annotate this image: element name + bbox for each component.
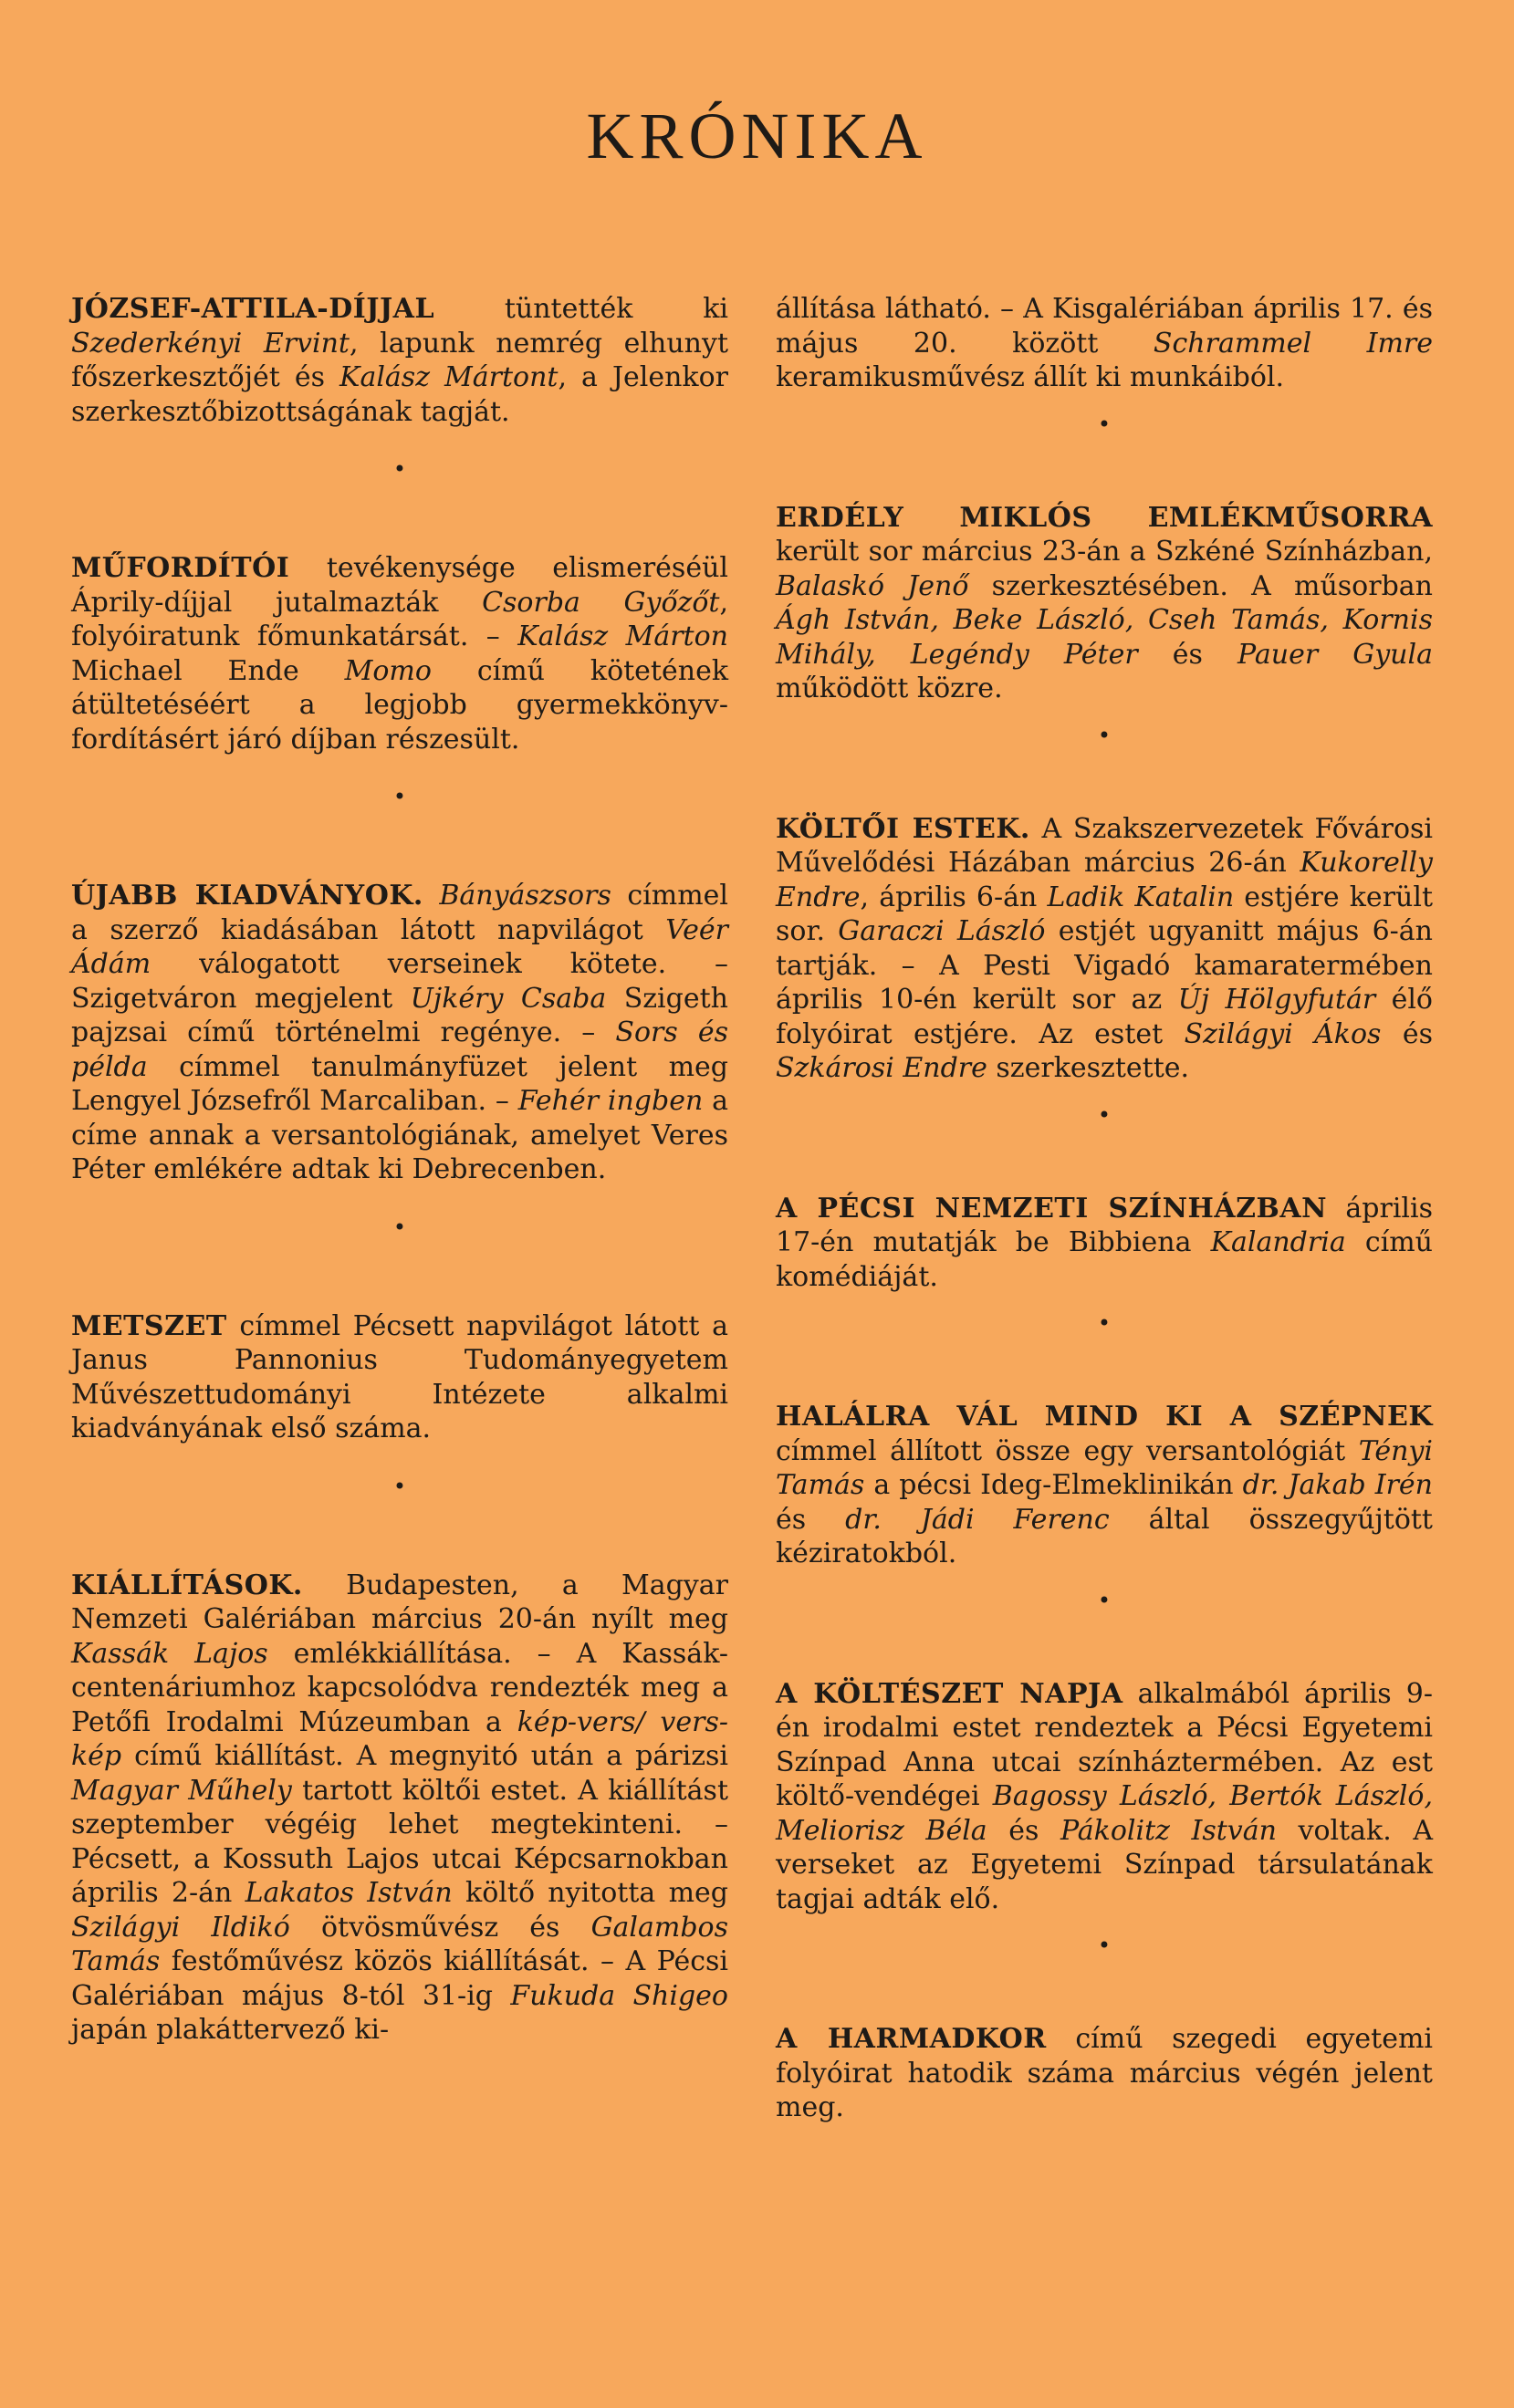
right-column — [776, 292, 1433, 2125]
news-item-text: által összegyűjtött kéziratokból. — [776, 1503, 1433, 1569]
news-item-text: emlékkiállítása. – A Kassák-centenáriumhoz kapcsolódva rendezték meg a Petőfi Irodalmi Múzeumban a — [71, 1637, 728, 1738]
news-item-name: Galambos Tamás — [71, 1911, 729, 1977]
news-item-name: Csorba Győzőt — [482, 586, 720, 619]
news-item-text: a pécsi Ideg-Elmeklinikán — [864, 1469, 1243, 1501]
news-item-name: Új Hölgyfutár — [1177, 984, 1376, 1016]
news-item-name: Szederkényi Ervint — [71, 327, 350, 360]
news-item-name: Ágh István, Beke László, Cseh Tamás, Kornis Mihály, Legéndy Péter — [776, 604, 1433, 671]
news-item-name: Kassák Lajos — [71, 1637, 268, 1670]
news-item-name: kép-vers/ vers-kép — [71, 1705, 728, 1772]
news-item — [71, 1569, 728, 2048]
section-separator: • — [1097, 1101, 1112, 1128]
news-item-text: került sor március 23-án a Szkéné Színházban, — [776, 536, 1433, 568]
news-item-text: válogatott verseinek kötete. – Szigetváron megjelent — [71, 948, 728, 1015]
news-item-text: címmel Pécsett napvilágot látott a Janus Pannonius Tudományegyetem Művészettudományi Intézete alkalmi kiadványának első száma. — [71, 1309, 728, 1444]
news-item-lead: ÚJABB KIADVÁNYOK. — [71, 880, 423, 912]
news-item-text: Budapesten, a Magyar Nemzeti Galériában március 20-án nyílt meg — [71, 1569, 728, 1635]
news-item-text: A Szakszervezetek Fővárosi Művelődési Házában március 26-án — [776, 812, 1433, 879]
news-item — [71, 551, 728, 756]
news-item-lead: A KÖLTÉSZET NAPJA — [776, 1677, 1123, 1710]
news-item-text: , folyóiratunk főmunkatársát. – — [71, 586, 729, 652]
section-separator: • — [392, 784, 407, 809]
news-item-text: , április 6-án — [860, 881, 1048, 913]
news-item-name: Ladik Katalin — [1047, 881, 1235, 913]
news-item — [776, 1400, 1433, 1571]
section-separator: • — [1097, 411, 1112, 437]
news-item — [776, 1677, 1433, 1917]
news-item-text: szerkesztette. — [987, 1052, 1190, 1084]
page-title: KRÓNIKA — [586, 99, 928, 172]
news-item-text: költő nyitotta meg — [452, 1877, 728, 1909]
news-item-name: Pauer Gyula — [1237, 638, 1433, 671]
news-item-text: tüntették ki — [434, 293, 728, 325]
news-item-text: voltak. A verseket az Egyetemi Színpad társulatának tagjai adták elő. — [776, 1814, 1433, 1915]
news-item-text: és — [776, 1503, 846, 1536]
news-item-name: Pákolitz István — [1060, 1814, 1277, 1847]
news-item-name: Momo — [344, 654, 432, 687]
news-item-text: és — [987, 1814, 1060, 1847]
news-item-name: Ujkéry Csaba — [410, 982, 607, 1015]
news-item-lead: KÖLTŐI ESTEK. — [776, 812, 1030, 845]
news-item-text: és — [1381, 1017, 1433, 1050]
section-separator: • — [392, 1473, 407, 1499]
left-column — [71, 292, 728, 2048]
news-item-name: Tényi Tamás — [776, 1434, 1433, 1501]
news-item-text: címmel tanulmányfüzet jelent meg Lengyel Józsefről Marcaliban. – — [71, 1050, 728, 1117]
news-item-name: dr. Jádi Ferenc — [845, 1503, 1110, 1536]
news-item-name: Kukorelly Endre — [776, 847, 1433, 913]
section-separator: • — [392, 456, 407, 482]
news-item-text: április 17-én mutatják be Bibbiena — [776, 1192, 1433, 1258]
news-item-lead: ERDÉLY MIKLÓS EMLÉKMŰSORRA — [776, 501, 1433, 534]
news-item-name: Lakatos István — [245, 1877, 453, 1909]
news-item-text: állítása látható. – A Kisgalériában április 17. és május 20. között — [776, 293, 1433, 360]
section-separator: • — [1097, 1933, 1112, 1958]
news-item-name: Bányászsors — [439, 880, 611, 912]
news-item — [776, 292, 1433, 395]
news-item-text: címmel állított össze egy versantológiát — [776, 1434, 1359, 1467]
news-item-name: Veér Ádám — [71, 913, 728, 980]
news-item-lead: KIÁLLÍTÁSOK. — [71, 1569, 303, 1601]
news-item-text: keramikusművész állít ki munkáiból. — [776, 361, 1285, 393]
news-item-lead: METSZET — [71, 1309, 227, 1342]
news-item-name: Szilágyi Ákos — [1184, 1017, 1382, 1050]
news-item-name: Szkárosi Endre — [776, 1052, 987, 1084]
section-separator: • — [1097, 1310, 1112, 1336]
news-item-name: Szilágyi Ildikó — [71, 1911, 290, 1944]
news-item-text: című komédiáját. — [776, 1226, 1433, 1293]
news-item-text: Michael Ende — [71, 654, 345, 687]
news-item-name: Fukuda Shigeo — [510, 1979, 728, 2012]
news-item-name: Fehér ingben — [517, 1085, 704, 1117]
news-item-text: címmel a szerző kiadásában látott napvilágot — [71, 880, 728, 946]
news-item-text: a címe annak a versantológiának, amelyet Veres Péter emlékére adtak ki Debrecenben. — [71, 1085, 729, 1185]
news-item — [776, 1192, 1433, 1295]
news-item — [71, 292, 728, 429]
news-item-name: Schrammel Imre — [1153, 327, 1434, 360]
news-item-lead: A HARMADKOR — [776, 2023, 1047, 2055]
news-item — [776, 2022, 1433, 2125]
news-item-name: Magyar Műhely — [71, 1774, 292, 1807]
news-item-lead: JÓZSEF-ATTILA-DÍJJAL — [71, 293, 435, 325]
news-item-text: élő folyóirat estjére. Az estet — [776, 984, 1433, 1050]
news-item-name: Kalász Mártont — [339, 361, 559, 393]
section-separator: • — [392, 1214, 407, 1240]
news-item-text: ötvösművész és — [289, 1911, 591, 1944]
news-item — [776, 812, 1433, 1086]
news-item-name: Kalandria — [1210, 1226, 1346, 1258]
news-item-text: című kötetének átültetéséért a legjobb gyermekkönyv-fordításért járó díjban részesült. — [71, 654, 728, 756]
section-separator: • — [1097, 722, 1112, 748]
news-item-lead: A PÉCSI NEMZETI SZÍNHÁZBAN — [776, 1192, 1328, 1225]
news-item-text: festőművész közös kiállítását. – A Pécsi Galériában május 8-tól 31-ig — [71, 1945, 728, 2012]
news-item-text: tevékenysége elismeréséül Áprily-díjjal jutalmazták — [71, 552, 728, 619]
news-item-lead: HALÁLRA VÁL MIND KI A SZÉPNEK — [776, 1401, 1433, 1433]
news-item-text: estjét ugyanitt május 6-án tartják. – A Pesti Vigadó kamaratermében április 10-én került sor az — [776, 915, 1433, 1016]
news-item-text: japán plakáttervező ki- — [71, 2014, 390, 2046]
news-item-name: Kalász Márton — [517, 620, 728, 652]
news-item-name: Garaczi László — [838, 915, 1046, 947]
news-item-text: tartott költői estet. A kiállítást szeptember végéig lehet megtekinteni. – Pécsett, a Kossuth Lajos utcai Képcsarnokban április 2-án — [71, 1774, 728, 1909]
news-item-name: Balaskó Jenő — [776, 569, 969, 602]
news-item-text: szerkesztésében. A műsorban — [968, 569, 1433, 602]
news-item-lead: MŰFORDÍTÓI — [71, 552, 290, 584]
news-item-text: című szegedi egyetemi folyóirat hatodik száma március végén jelent meg. — [776, 2023, 1434, 2123]
news-item-text: című kiállítást. A megnyitó után a párizsi — [121, 1740, 728, 1772]
news-item-text: alkalmából április 9-én irodalmi estet rendeztek a Pécsi Egyetemi Színpad Anna utcai színháztermében. Az est költő-vendégei — [776, 1677, 1434, 1812]
news-item-text: működött közre. — [776, 672, 1003, 704]
news-item-name: Bagossy László, Bertók László, Meliorisz Béla — [776, 1780, 1433, 1847]
news-item-text: Szigeth pajzsai című történelmi regénye. – — [71, 982, 728, 1048]
news-item-text — [423, 880, 440, 912]
section-separator: • — [1097, 1587, 1112, 1613]
news-item — [71, 1309, 728, 1446]
news-item-text: és — [1137, 638, 1238, 671]
news-item-name: dr. Jakab Irén — [1242, 1469, 1433, 1501]
news-item — [71, 879, 728, 1187]
news-item-text: , lapunk nemrég elhunyt főszerkesztőjét és — [71, 327, 728, 393]
news-item-name: Sors és példa — [71, 1016, 728, 1083]
news-item — [776, 501, 1433, 706]
news-item-text: estjére került sor. — [776, 881, 1434, 947]
news-item-text: , a Jelenkor szerkesztőbizottságának tagját. — [71, 361, 728, 428]
